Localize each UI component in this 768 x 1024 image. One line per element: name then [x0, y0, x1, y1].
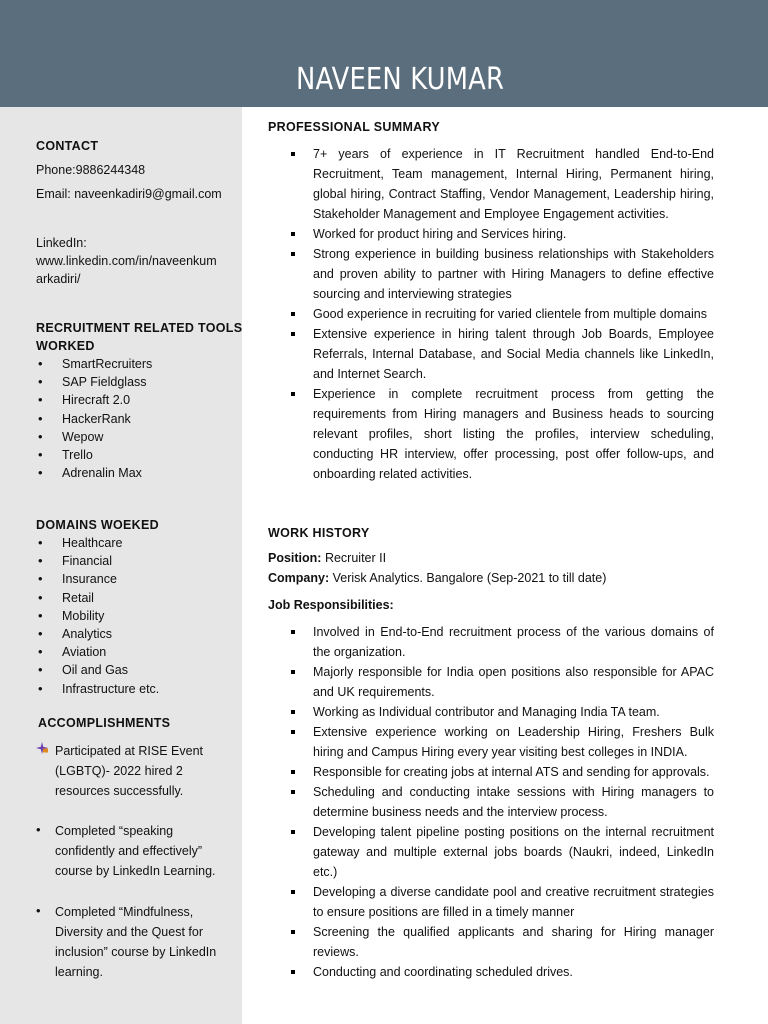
list-item: • Retail	[36, 589, 159, 607]
domains-list	[36, 534, 159, 698]
list-item: Extensive experience in hiring talent through Job Boards, Employee Referrals, Internal Database, and Social Media channels like LinkedIn, and Internet Search.	[289, 324, 714, 384]
position-line	[268, 549, 386, 568]
linkedin-url-line1[interactable]: www.linkedin.com/in/naveenkum	[36, 254, 217, 268]
position-value: Recruiter II	[324, 551, 387, 565]
header-banner	[0, 0, 768, 107]
tools-heading-line1: RECRUITMENT RELATED TOOLS	[36, 321, 243, 335]
summary-heading: PROFESSIONAL SUMMARY	[268, 120, 440, 134]
list-item: • Trello	[36, 446, 152, 464]
list-item: Majorly responsible for India open positions also responsible for APAC and UK requirements.	[289, 662, 714, 702]
work-history-heading: WORK HISTORY	[268, 526, 370, 540]
bullet-icon: •	[36, 822, 41, 837]
company-value: Verisk Analytics. Bangalore (Sep-2021 to till date)	[332, 571, 607, 585]
list-item: Developing talent pipeline posting positions on the internal recruitment gateway and multiple external jobs boards (Naukri, indeed, LinkedIn etc.)	[289, 822, 714, 882]
phone-text: Phone:9886244348	[36, 163, 146, 177]
accomplishment-item: Completed “Mindfulness, Diversity and the Quest for inclusion” course by LinkedIn learning.	[55, 905, 217, 979]
list-item: Good experience in recruiting for varied clientele from multiple domains	[289, 304, 714, 324]
responsibilities-heading: Job Responsibilities:	[268, 598, 394, 612]
linkedin-label: LinkedIn:	[36, 236, 87, 250]
list-item: • SmartRecruiters	[36, 355, 152, 373]
candidate-name: NAVEEN KUMAR	[296, 62, 505, 97]
list-item: Experience in complete recruitment process from getting the requirements from Hiring managers and Business heads to sourcing relevant profiles, short listing the profiles, interview scheduling, conducting HR interview, offer processing, post offer follow-ups, and onboarding related activities.	[289, 384, 714, 484]
linkedin-url-line2[interactable]: arkadiri/	[36, 272, 81, 286]
position-label: Position:	[268, 551, 322, 565]
sparkle-icon	[36, 742, 48, 757]
list-item: • Aviation	[36, 643, 159, 661]
company-label: Company:	[268, 571, 330, 585]
list-item: • Hirecraft 2.0	[36, 391, 152, 409]
list-item: Scheduling and conducting intake sessions with Hiring managers to determine business needs and the interview process.	[289, 782, 714, 822]
list-item: Extensive experience working on Leadership Hiring, Freshers Bulk hiring and Campus Hiring every year visiting best colleges in INDIA.	[289, 722, 714, 762]
list-item: • Wepow	[36, 428, 152, 446]
domains-heading: DOMAINS WOEKED	[36, 518, 159, 532]
accomplishment-item: Participated at RISE Event (LGBTQ)- 2022 hired 2 resources successfully.	[55, 744, 203, 798]
tools-heading-line2: WORKED	[36, 339, 95, 353]
list-item: Worked for product hiring and Services hiring.	[289, 224, 714, 244]
list-item: Involved in End-to-End recruitment process of the various domains of the organization.	[289, 622, 714, 662]
accomplishments-heading: ACCOMPLISHMENTS	[38, 716, 171, 730]
responsibilities-list	[289, 622, 714, 982]
list-item: • HackerRank	[36, 410, 152, 428]
list-item: Conducting and coordinating scheduled drives.	[289, 962, 714, 982]
list-item: • Insurance	[36, 570, 159, 588]
company-line	[268, 569, 606, 588]
list-item: • Oil and Gas	[36, 661, 159, 679]
list-item: • Analytics	[36, 625, 159, 643]
list-item: • SAP Fieldglass	[36, 373, 152, 391]
tools-list	[36, 355, 152, 482]
list-item: • Infrastructure etc.	[36, 680, 159, 698]
list-item: 7+ years of experience in IT Recruitment handled End-to-End Recruitment, Team management, Internal Hiring, Permanent hiring, global hiring, Contract Staffing, Vendor Management, Leadership hiring, Stakeholder Management and Employee Engagement activities.	[289, 144, 714, 224]
list-item: • Adrenalin Max	[36, 464, 152, 482]
list-item: Strong experience in building business relationships with Stakeholders and proven ability to partner with Hiring Managers to define effective sourcing and interviewing strategies	[289, 244, 714, 304]
contact-heading: CONTACT	[36, 139, 99, 153]
list-item: Developing a diverse candidate pool and creative recruitment strategies to ensure positions are filled in a timely manner	[289, 882, 714, 922]
list-item: Working as Individual contributor and Managing India TA team.	[289, 702, 714, 722]
accomplishment-item: Completed “speaking confidently and effectively” course by LinkedIn Learning.	[55, 824, 216, 878]
list-item: Screening the qualified applicants and sharing for Hiring manager reviews.	[289, 922, 714, 962]
list-item: Responsible for creating jobs at internal ATS and sending for approvals.	[289, 762, 714, 782]
list-item: • Healthcare	[36, 534, 159, 552]
email-text: Email: naveenkadiri9@gmail.com	[36, 187, 222, 201]
summary-list	[289, 144, 714, 484]
list-item: • Mobility	[36, 607, 159, 625]
bullet-icon: •	[36, 903, 41, 918]
list-item: • Financial	[36, 552, 159, 570]
